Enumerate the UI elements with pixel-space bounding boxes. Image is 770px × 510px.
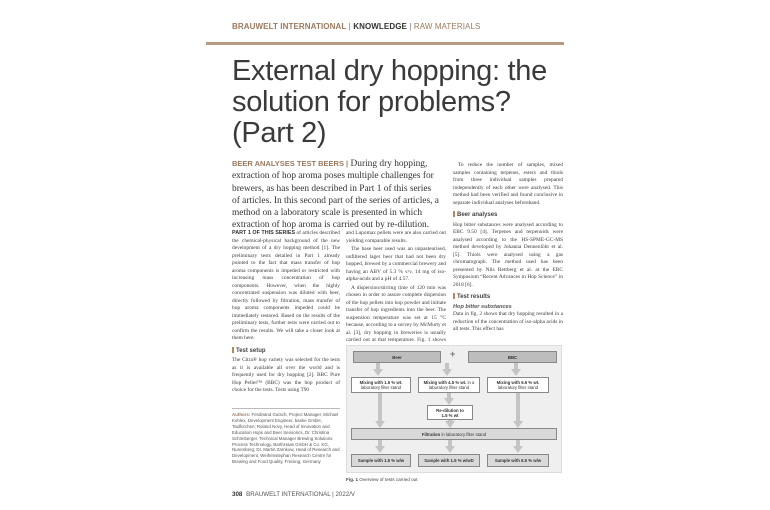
figure-1-flowchart: [346, 345, 562, 473]
flow-arrow: [513, 421, 523, 428]
paragraph: [232, 230, 340, 343]
section-marker: [453, 211, 455, 217]
filtration-box: Filtration in laboratory filter stand: [351, 428, 557, 440]
section-name: KNOWLEDGE: [353, 22, 407, 31]
paragraph: Hop bitter substances were analysed according to EBC 9.50 [4]. Terpenes and terpenoids were analysed according to the HS-SPME-GC-MS method developed by Johanna Dennenlöhr et al. [5]. Thiols were analysed using a gas chromatograph. The method used has been presented by Nils Rettberg et al. at the EBC Symposium “Recent Advances in Hop Science” in 2018 [6].: [453, 221, 563, 288]
author-box: [232, 408, 340, 465]
paragraph: To reduce the number of samples, mixed samples containing terpenes, esters and thiols from three individual samples prepared independently of each other were analysed. This method had been verified and found conclusive in separate individual analyses beforehand.: [453, 162, 563, 206]
beer-box: Beer: [353, 351, 441, 363]
paragraph: The base beer used was an unpasteurised, unfiltered lager beer that had not been dry hopped, brewed by a commercial brewery and having an ABV of 5.3 % v/v, 14 mg of iso-alpha-acids and a pH of 4.57.: [346, 246, 446, 282]
paragraph: A dispersion/stirring time of 120 min was chosen in order to assure complete dispersion of the hop pellets into hop powder and initiate transfer of hop ingredients into the beer. The suspension temperature was set at 15 °C because, according to a survey by McMurty et al. [3], dry hopping in breweries is usually carried out at that temperature. Fig. 1 shows: [346, 284, 446, 343]
figure-caption: [346, 477, 418, 482]
publication-name: BRAUWELT INTERNATIONAL: [232, 22, 347, 31]
sample-box-1: Sample with 1.5 % w/w: [351, 454, 411, 467]
flow-arrow: [511, 369, 521, 376]
column-2: [346, 230, 446, 353]
footer-text: BRAUWELT INTERNATIONAL | 2022/V: [246, 491, 356, 498]
section-heading-beer-analyses: Beer analyses: [453, 211, 563, 220]
flow-arrow: [516, 393, 520, 421]
page-number: 308: [232, 491, 243, 498]
flow-arrow: [513, 446, 523, 453]
plus-sign: +: [450, 349, 456, 359]
redilution-box: Re-dilution to 1.5 % wt: [427, 405, 473, 420]
authors-text: Ferdinand Gutsch, Project Manager, Michael Kohlex, Development Engineer, banke GmbH, Taufkirchen; Roland Novy, Head of Innovation and Education Hops and Beer Sensorics, Dr. Christina Schönberger, Technical Manager Brewing Solutions Process Technology, BarthHaas GmbH & Co. KG, Nuremberg; Dr. Martin Zarnkow, Head of Research and Development, Weihenstephan Research Centre for Brewing and Food Quality, Freising, Germany: [232, 412, 340, 465]
running-header: [232, 22, 480, 31]
mixing-box-3: Mixing with 6.5 % wt. laboratory filter stand: [487, 377, 549, 393]
flow-arrow: [445, 446, 455, 453]
flow-arrow: [375, 446, 385, 453]
header-separator: |: [348, 22, 351, 31]
paragraph-text: of articles described the chemical-physical background of the new development of a dry hopping method [1]. The preliminary tests detailed in Part 1 already pointed to the fact that mass transfer of hop aroma components is impeded or restricted with increasing mass concentration of hop components. However, when the highly concentrated suspension was diluted with beer, directly followed by filtration, mass transfer of hop aroma components impeded could be immediately restored. Based on the results of the preliminary tests, further tests were carried out to confirm the results. We will take a closer look at them here.: [232, 230, 340, 341]
paragraph: and Lupomax pellets were are also carried out yielding comparable results.: [346, 230, 446, 244]
mixing-box-1: Mixing with 1.5 % wt. laboratory filter stand: [351, 377, 411, 393]
paragraph: The Citra® hop variety was selected for the tests as it is available all over the world and is frequently used for dry hopping [2]. BBC Pure Hop Pellet™ (BBC) was the hop product of choice for the tests. Tests using T90: [232, 357, 340, 393]
column-3: [453, 162, 563, 335]
caption-label: Fig. 1: [346, 477, 358, 482]
authors-label: Authors:: [232, 412, 251, 417]
column-1: [232, 230, 340, 396]
subsection-heading: Hop bitter substances: [453, 303, 512, 310]
category-name: RAW MATERIALS: [413, 22, 481, 31]
flow-arrow: [373, 369, 383, 376]
page-footer: [232, 491, 355, 498]
sample-box-2: Sample with 1.5 % w/wD: [418, 454, 480, 467]
paragraph: Data in fig. 2 shows that dry hopping resulted in a reduction of the concentration of iso-alpha acids in all tests. This effect has: [453, 311, 563, 332]
section-heading-test-setup: Test setup: [232, 347, 340, 356]
header-rule: [206, 42, 564, 45]
flow-arrow: [375, 421, 385, 428]
run-in-heading: PART 1 OF THIS SERIES: [232, 230, 296, 236]
header-separator: |: [409, 22, 412, 31]
lead-text: During dry hopping, extraction of hop aroma poses multiple challenges for brewers, as has been described in Part 1 of this series of articles. In this second part of the series of articles, a method on a laboratory scale is presented in which extraction of hop aroma is carried out by re-dilution.: [232, 159, 439, 231]
flow-arrow: [442, 369, 452, 376]
section-marker: [232, 347, 234, 353]
section-marker: [453, 293, 455, 299]
section-heading-test-results: Test results: [453, 293, 563, 302]
bbc-box: BBC: [468, 351, 557, 363]
flow-arrow: [444, 398, 454, 405]
article-lead: [232, 158, 440, 232]
caption-text: Overview of tests carried out: [359, 477, 418, 482]
lead-label: BEER ANALYSES TEST BEERS |: [232, 159, 349, 168]
article-title: External dry hopping: the solution for problems? (Part 2): [232, 55, 547, 149]
flow-arrow: [378, 393, 382, 421]
sample-box-3: Sample with 6.5 % w/w: [487, 454, 549, 467]
flow-arrow: [445, 421, 455, 428]
mixing-box-2: Mixing with 4.5 % wt. in a laboratory filter stand: [418, 377, 480, 393]
